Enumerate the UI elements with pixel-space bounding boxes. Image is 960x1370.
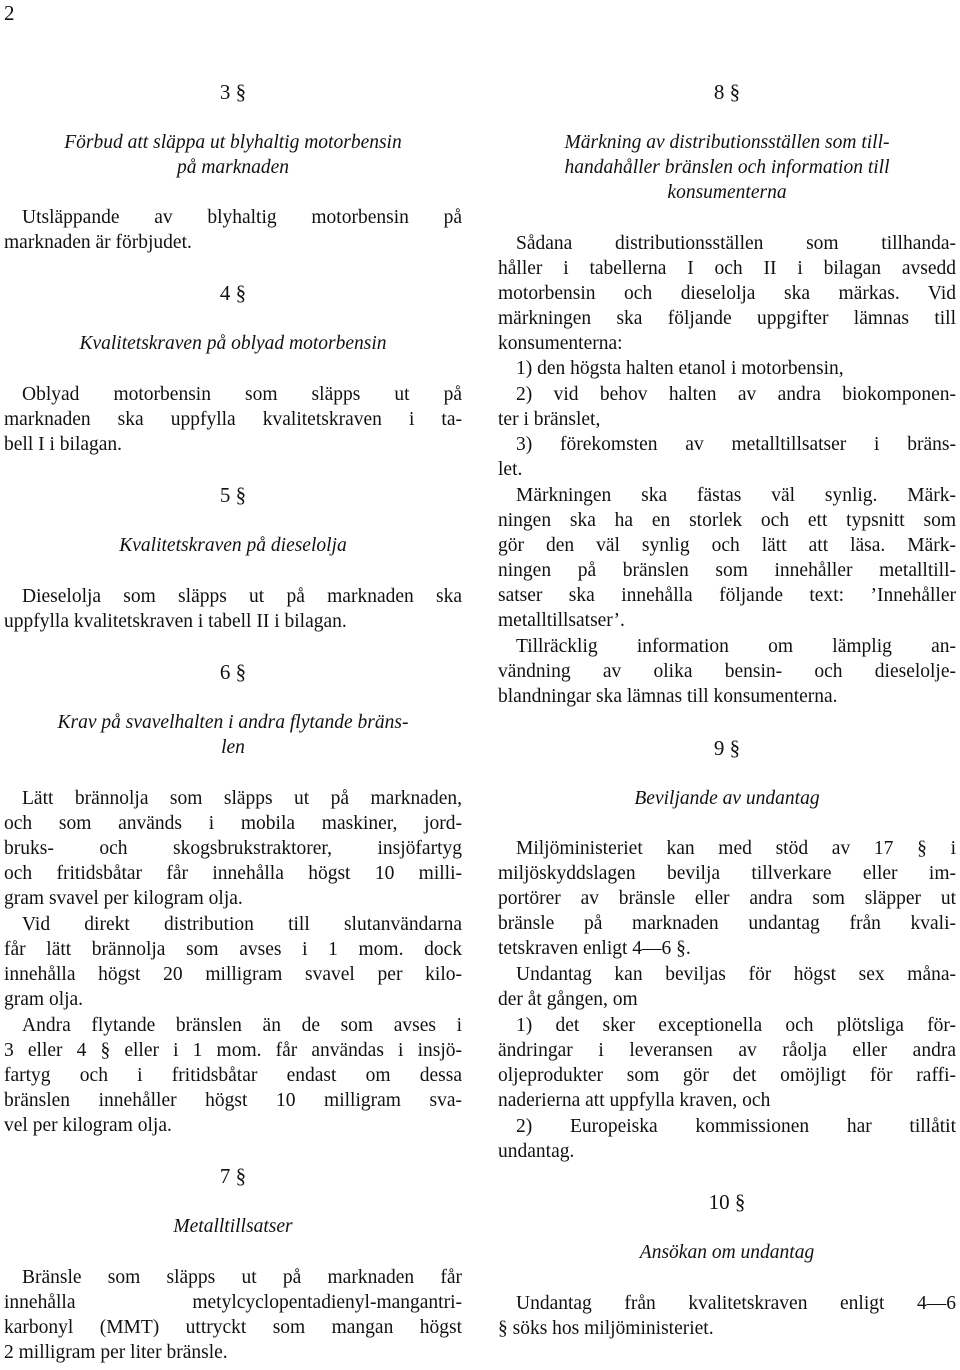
section-3-title: på marknaden — [176, 157, 290, 178]
section-8-text: ter i bränslet, — [498, 409, 601, 430]
section-6-title: len — [221, 737, 245, 758]
section-6-text: vel per kilogram olja. — [4, 1115, 172, 1136]
section-8-text: blandningar ska lämnas till konsumenterna. — [498, 686, 838, 707]
section-6-text: gram svavel per kilogram olja. — [4, 888, 243, 909]
section-8-number: 8 § — [713, 80, 741, 104]
section-6-number: 6 § — [219, 660, 247, 684]
section-9-text: Undantag kan beviljas för högst sex måna- — [516, 964, 956, 985]
section-9-text: undantag. — [498, 1141, 575, 1162]
section-8-text: Sådana distributionsställen som tillhanda- — [516, 233, 956, 254]
section-6-text: bränslen innehåller högst 10 milligram sva- — [4, 1090, 462, 1111]
section-8-text: ningen på bränslen som innehåller metalltill- — [498, 560, 956, 581]
section-10-text: Undantag från kvalitetskraven enligt 4—6 — [516, 1293, 956, 1314]
section-8-text: Märkningen ska fästas väl synlig. Märk- — [516, 485, 956, 506]
section-8-title: handahåller bränslen och information till — [564, 157, 890, 178]
section-9-text: ändringar i leveransen av råolja eller andra — [498, 1040, 956, 1061]
section-8-text: vändning av olika bensin- och dieselolje- — [498, 661, 956, 682]
section-7-text: karbonyl (MMT) uttryckt som mangan högst — [4, 1317, 462, 1338]
section-6-text: innehålla högst 20 milligram svavel per kilo- — [4, 964, 462, 985]
section-9-list-item: 2) Europeiska kommissionen har tillåtit — [516, 1116, 956, 1137]
section-8-text: märkningen ska följande uppgifter lämnas till — [498, 308, 956, 329]
section-5-number: 5 § — [219, 483, 247, 507]
section-6-text: får lätt brännolja som avses i 1 mom. dock — [4, 939, 462, 960]
section-9-list-item: 1) det sker exceptionella och plötsliga för- — [516, 1015, 956, 1036]
section-7-number: 7 § — [219, 1164, 247, 1188]
section-8-text: konsumenterna: — [498, 333, 623, 354]
section-8-list-item: 3) förekomsten av metalltillsatser i bräns- — [516, 434, 956, 455]
section-8-list-item: 2) vid behov halten av andra biokomponen- — [516, 384, 956, 405]
section-5-text: Dieselolja som släpps ut på marknaden ska — [22, 586, 462, 607]
section-10-text: § söks hos miljöministeriet. — [498, 1318, 714, 1339]
section-3-text: Utsläppande av blyhaltig motorbensin på — [22, 207, 462, 228]
section-8-text: motorbensin och dieselolja ska märkas. Vid — [498, 283, 956, 304]
section-8-text: gör den väl synlig och lätt att läsa. Märk- — [498, 535, 956, 556]
section-8-title: konsumenterna — [667, 182, 787, 203]
section-3-title: Förbud att släppa ut blyhaltig motorbensin — [64, 132, 402, 153]
section-10-title: Ansökan om undantag — [639, 1242, 815, 1263]
section-3-number: 3 § — [219, 80, 247, 104]
section-8-list-item: 1) den högsta halten etanol i motorbensin, — [516, 358, 844, 379]
section-4-title: Kvalitetskraven på oblyad motorbensin — [79, 333, 387, 354]
section-9-text: naderierna att uppfylla kraven, och — [498, 1090, 771, 1111]
section-8-text: satser ska innehålla följande text: ’Innehåller — [498, 585, 956, 606]
section-8-text: ningen ska ha en storlek och ett typsnitt som — [498, 510, 956, 531]
section-9-text: oljeprodukter som gör det omöjligt för raffi- — [498, 1065, 956, 1086]
section-9-text: der åt gången, om — [498, 989, 638, 1010]
section-5-title: Kvalitetskraven på dieselolja — [119, 535, 347, 556]
section-8-text: metalltillsatser’. — [498, 610, 625, 631]
section-9-text: miljöskyddslagen bevilja tillverkare eller im- — [498, 863, 956, 884]
section-9-text: tetskraven enligt 4—6 §. — [498, 938, 691, 959]
section-8-text: Tillräcklig information om lämplig an- — [516, 636, 956, 657]
section-6-text: bruks- och skogsbrukstraktorer, insjöfartyg — [4, 838, 462, 859]
section-7-text: Bränsle som släpps ut på marknaden får — [22, 1267, 462, 1288]
section-7-text: 2 milligram per liter bränsle. — [4, 1342, 228, 1363]
section-6-text: Andra flytande bränslen än de som avses i — [22, 1015, 462, 1036]
section-8-text: let. — [498, 459, 523, 480]
section-3-text: marknaden är förbjudet. — [4, 232, 192, 253]
section-6-text: gram olja. — [4, 989, 84, 1010]
section-6-title: Krav på svavelhalten i andra flytande bräns- — [57, 712, 409, 733]
section-9-text: bränsle på marknaden undantag från kvali- — [498, 913, 956, 934]
section-7-text: innehålla metylcyclopentadienyl-mangantri- — [4, 1292, 462, 1313]
section-8-text: håller i tabellerna I och II i bilagan avsedd — [498, 258, 956, 279]
section-4-text: Oblyad motorbensin som släpps ut på — [22, 384, 462, 405]
section-9-text: portörer av bränsle eller andra som släpper ut — [498, 888, 956, 909]
section-9-text: Miljöministeriet kan med stöd av 17 § i — [516, 838, 956, 859]
section-4-text: marknaden ska uppfylla kvalitetskraven i ta- — [4, 409, 462, 430]
section-4-text: bell I i bilagan. — [4, 434, 123, 455]
section-6-text: och fritidsbåtar får innehålla högst 10 milli- — [4, 863, 462, 884]
section-4-number: 4 § — [219, 281, 247, 305]
section-9-number: 9 § — [713, 736, 741, 760]
section-6-text: och som används i mobila maskiner, jord- — [4, 813, 462, 834]
page-number: 2 — [4, 1, 15, 25]
section-10-number: 10 § — [708, 1190, 746, 1214]
section-6-text: Vid direkt distribution till slutanvändarna — [22, 914, 462, 935]
section-6-text: Lätt brännolja som släpps ut på marknaden, — [22, 788, 462, 809]
section-5-text: uppfylla kvalitetskraven i tabell II i bilagan. — [4, 611, 347, 632]
section-7-title: Metalltillsatser — [173, 1216, 293, 1237]
section-9-title: Beviljande av undantag — [634, 788, 820, 809]
section-8-title: Märkning av distributionsställen som till- — [564, 132, 890, 153]
section-6-text: fartyg och i fritidsbåtar endast om dessa — [4, 1065, 462, 1086]
section-6-text: 3 eller 4 § eller i 1 mom. får användas i insjö- — [4, 1040, 462, 1061]
